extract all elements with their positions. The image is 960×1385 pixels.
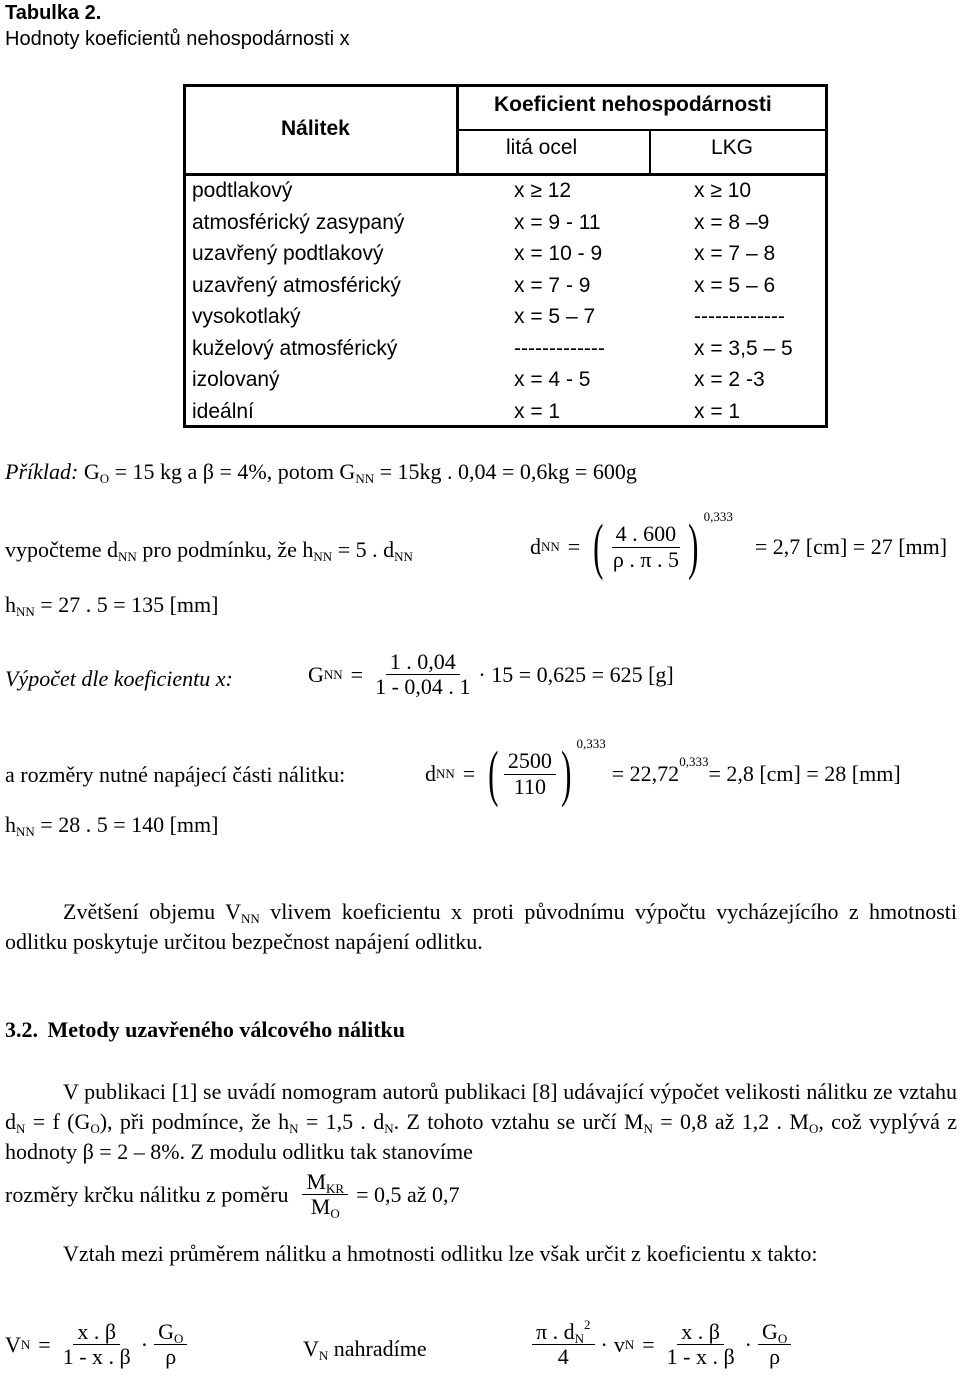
table-caption: Tabulka 2. <box>5 2 102 24</box>
header-koeficient: Koeficient nehospodárnosti <box>494 93 772 116</box>
table-cell-lita-ocel: x = 9 - 11 <box>514 210 601 234</box>
final-mid-text: $V_N$ nahradíme <box>303 1336 427 1363</box>
table-cell-lkg: x = 5 – 6 <box>694 273 776 297</box>
table-cell-lita-ocel: x = 4 - 5 <box>514 368 591 391</box>
table-cell-lkg: x = 1 <box>694 399 741 423</box>
calc2-formula: G NN = $\frac{1 . 0,04}{1 - 0,04 . 1}$ · 15 = 0,625 = 625 [g] <box>308 649 674 700</box>
table-cell-lkg: x = 3,5 – 5 <box>694 336 793 360</box>
section-heading: 3.2. Metody uzavřeného válcového nálitku <box>5 1017 405 1042</box>
table-row-name: kuželový atmosférický <box>192 336 398 360</box>
header-lita-ocel: litá ocel <box>506 136 578 159</box>
table-row-name: ideální <box>192 399 254 423</box>
calc3-text: a rozměry nutné napájecí části nálitku: <box>5 762 346 787</box>
table-cell-lita-ocel: ------------- <box>514 336 605 360</box>
table-cell-lkg: x = 7 – 8 <box>694 242 776 265</box>
table-cell-lita-ocel: x = 10 - 9 <box>514 242 603 265</box>
table-cell-lita-ocel: x = 1 <box>514 399 561 423</box>
paragraph-nomogram: V publikaci [1] se uvádí nomogram autorů publikaci [8] udávající výpočet velikosti nálitku ze vztahu $d_N = f$ $(G_O)$, při podmínce, že $h_N = 1,5$ . $d_N$. Z tohoto vztahu se určí $M_N = 0,8$ až 1,2 . $M_O$, což vyplývá z hodnoty β = 2 – 8%. Z modulu odlitku tak stanovíme <box>5 1079 957 1164</box>
calc3-formula: d NN = ( $\frac{2500}{110}$ ) 0,333 = 22,72 0,333 = 2,8 [cm] = 28 [mm] <box>425 736 901 808</box>
table-subtitle: Hodnoty koeficientů nehospodárnosti x <box>5 28 350 50</box>
calc2-label: Výpočet dle koeficientu x: <box>5 666 233 691</box>
calc1-formula: d NN = ( $\frac{4 . 600}{\rho . \pi . 5}$ ) 0,333 = 2,7 [cm] = 27 [mm] <box>530 509 948 581</box>
table-row-name: vysokotlaký <box>192 305 301 328</box>
example-label: Příklad: <box>5 459 79 484</box>
table-row-name: izolovaný <box>192 368 280 391</box>
example-line: Příklad: $G_O = 15$ kg a β = 4%, potom $G_{NN} = 15kg$ . 0,04 = 0,6kg = 600g <box>5 459 637 486</box>
ratio-line: rozměry krčku nálitku z poměru $\frac{M_{KR}}{M_O}$ = 0,5 až 0,7 <box>5 1169 460 1222</box>
table-row-name: uzavřený podtlakový <box>192 242 384 265</box>
table-cell-lkg: x = 8 –9 <box>694 210 770 234</box>
final-formula-right: $\frac{\pi . d_N^2}{4}$ · v N = $\frac{x . \beta}{1 - x . \beta}$ · $\frac{G_O}{\rho}$ <box>532 1320 791 1369</box>
calc1-h: $h_{NN} = 27$ . 5 = 135 [mm] <box>5 592 219 619</box>
calc3-h: $h_{NN} = 28$ . 5 = 140 [mm] <box>5 812 219 839</box>
paragraph-relation: Vztah mezi průměrem nálitku a hmotnosti odlitku lze však určit z koeficientu x takto: <box>63 1241 818 1266</box>
table-cell-lkg: ------------- <box>694 305 785 328</box>
header-lkg: LKG <box>711 136 754 159</box>
table-cell-lita-ocel: x = 7 - 9 <box>514 273 591 297</box>
header-nalitek: Nálitek <box>281 117 350 140</box>
final-formula-left: V N = $\frac{x . \beta}{1 - x . \beta}$ · $\frac{G_O}{\rho}$ <box>5 1320 187 1369</box>
table-cell-lkg: x ≥ 10 <box>694 179 752 202</box>
table-cell-lita-ocel: x ≥ 12 <box>514 179 572 202</box>
calc1-text: vypočteme $d_{NN}$ pro podmínku, že $h_{NN} = 5$ . $d_{NN}$ <box>5 537 413 564</box>
table-row-name: atmosférický zasypaný <box>192 210 405 234</box>
table-cell-lkg: x = 2 -3 <box>694 368 765 391</box>
table-cell-lita-ocel: x = 5 – 7 <box>514 305 596 328</box>
paragraph-volume: Zvětšení objemu $V_{NN}$ vlivem koeficientu x proti původnímu výpočtu vycházejícího z hmotnosti odlitku poskytuje určitou bezpečnost napájení odlitku. <box>5 899 958 954</box>
coefficient-table <box>183 84 828 428</box>
table-row-name: uzavřený atmosférický <box>192 273 401 297</box>
table-row-name: podtlakový <box>192 179 293 202</box>
